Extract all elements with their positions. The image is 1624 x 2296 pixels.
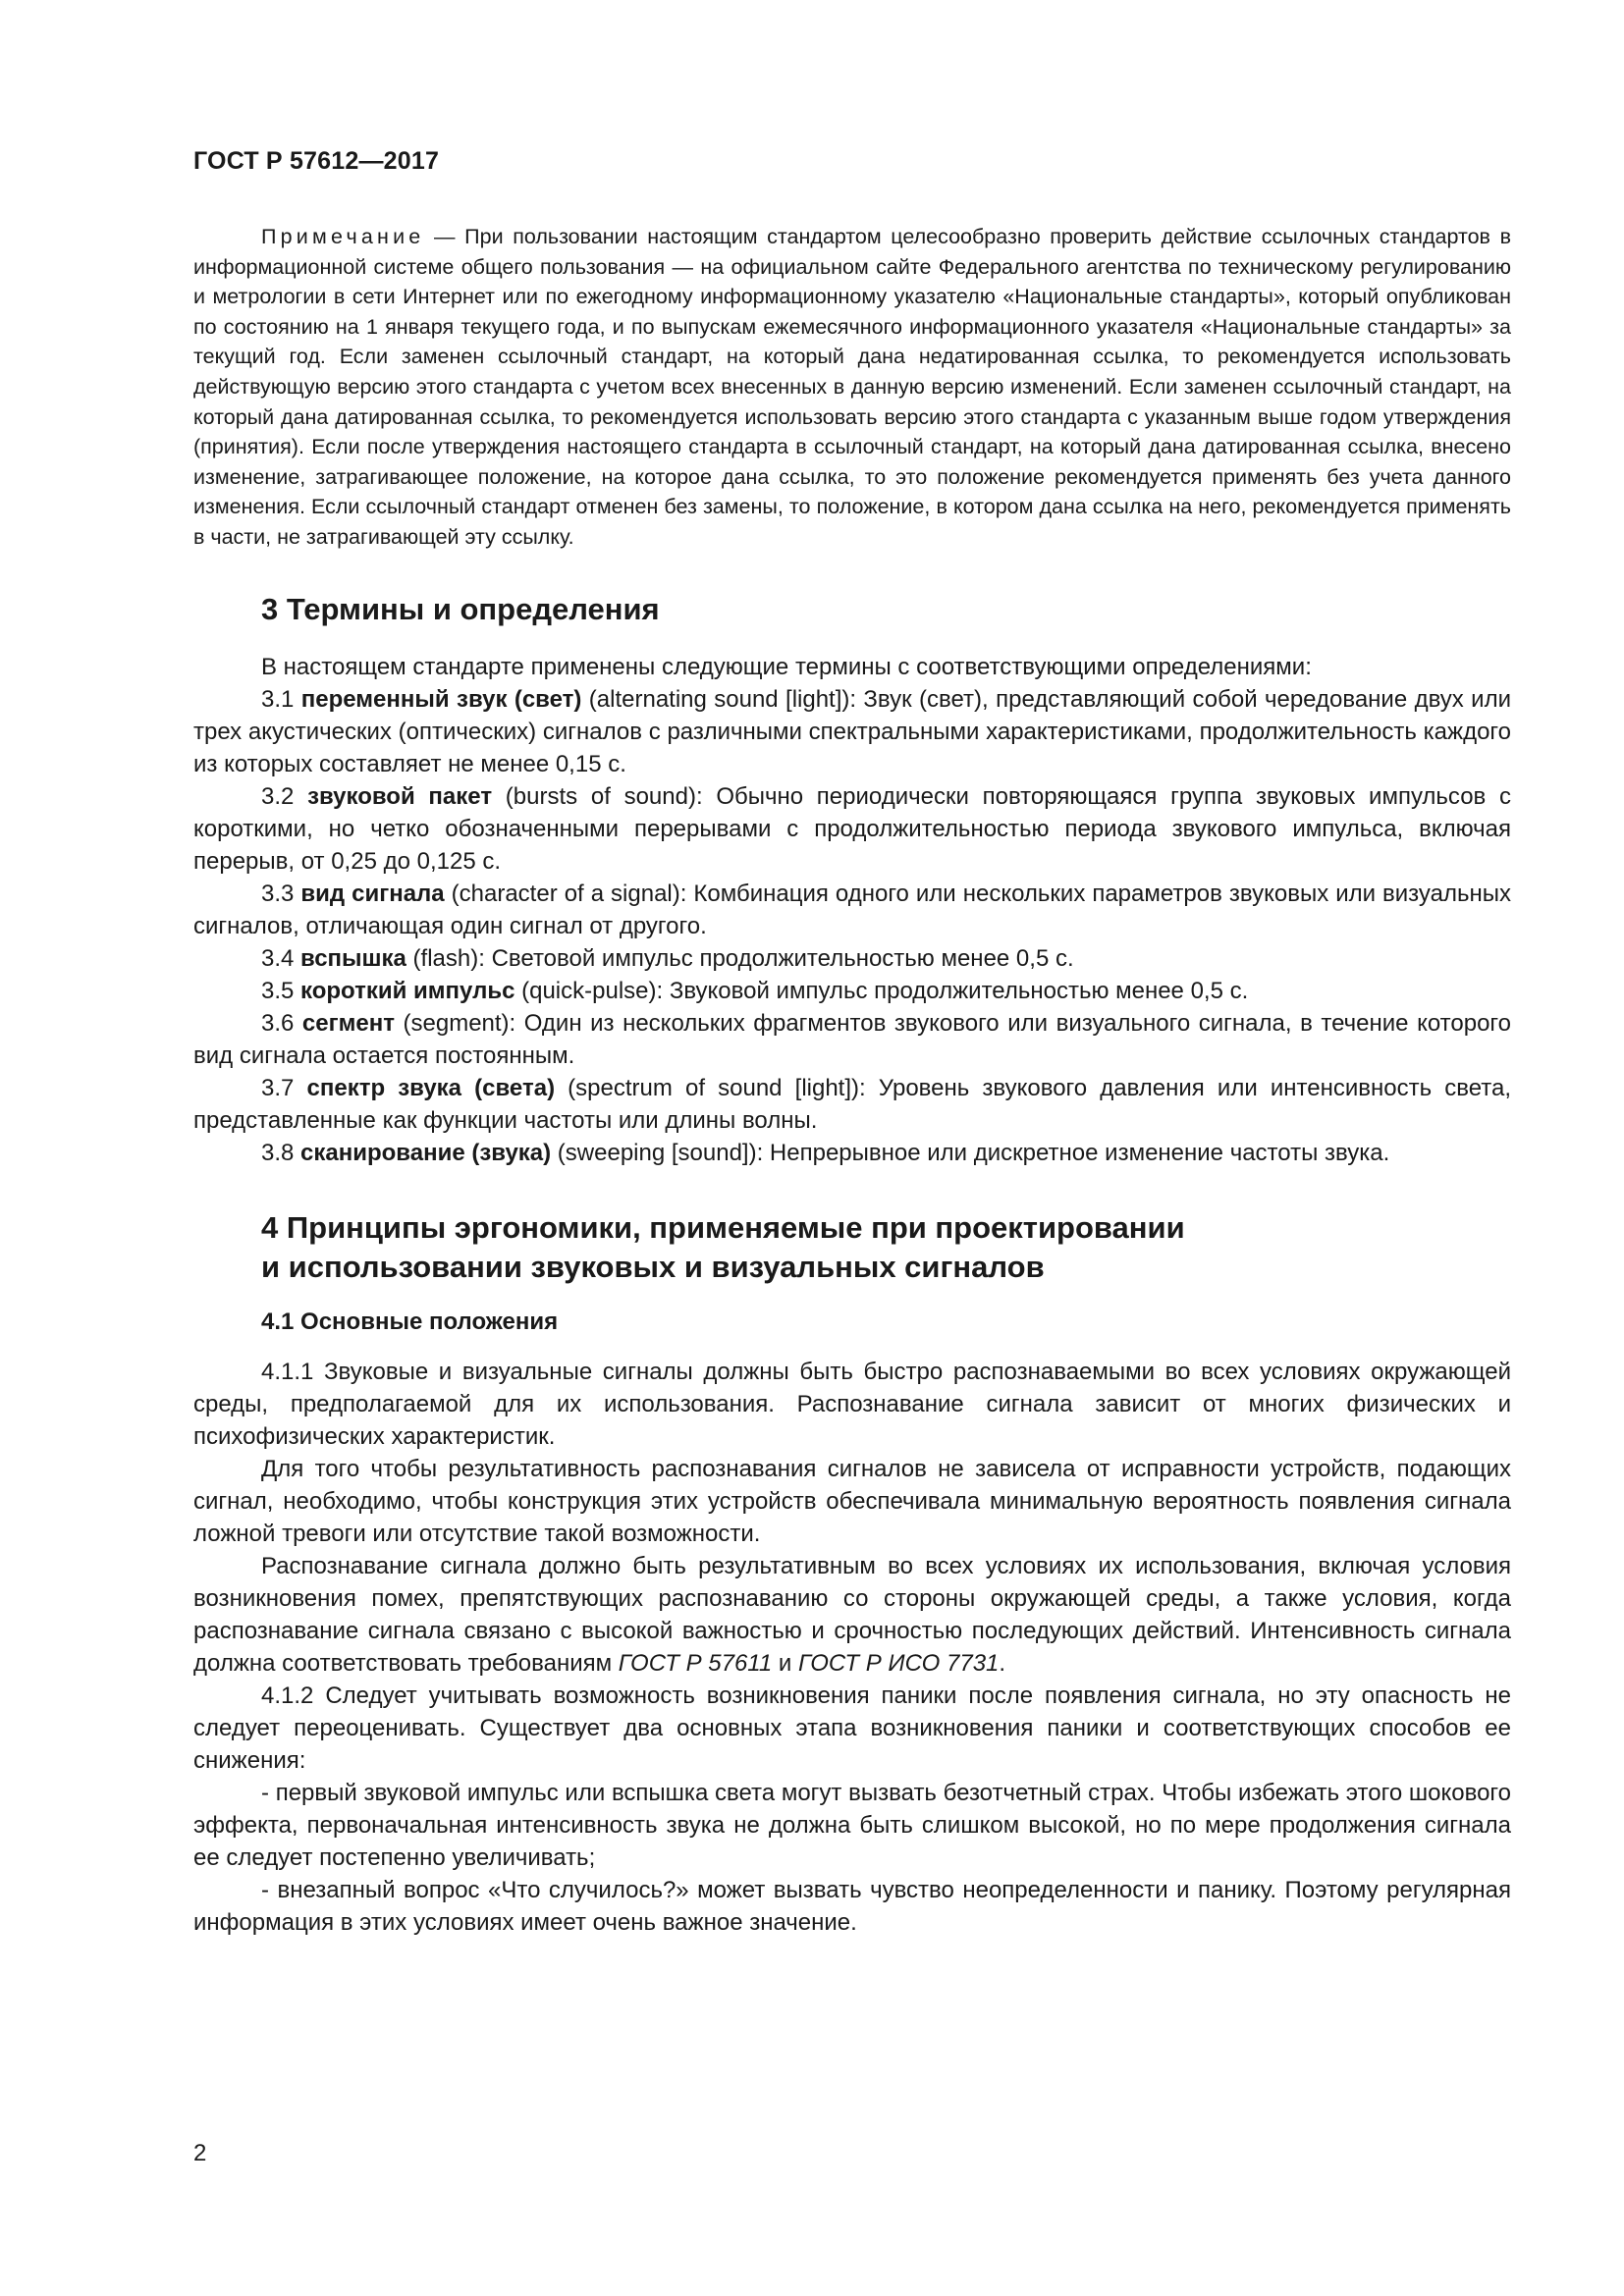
paragraph-recognition xyxy=(193,1550,1511,1680)
term-name: сегмент xyxy=(301,1009,395,1037)
term-number: 3.1 xyxy=(261,685,301,713)
section-4-heading xyxy=(193,1208,1511,1287)
term-number: 3.4 xyxy=(261,944,301,972)
term-name: переменный звук (свет) xyxy=(300,685,582,713)
standard-reference: ГОСТ Р ИСО 7731 xyxy=(797,1649,1000,1677)
term-definition: (character of a signal): Комбинация одного или нескольких параметров звуковых или визуальных сигналов, отличающая один сигнал от другого. xyxy=(193,880,1511,939)
term-number: 3.6 xyxy=(261,1009,302,1037)
term-3-2 xyxy=(193,780,1511,878)
section-3-heading: 3 Термины и определения xyxy=(261,591,660,626)
list-item-panic-stage-1: - первый звуковой импульс или вспышка света могут вызвать безотчетный страх. Чтобы избежать этого шокового эффекта, первоначальная интенсивность звука не должна быть слишком высокой, но по мере продолжения сигнала ее следует постепенно увеличивать; xyxy=(193,1779,1511,1871)
sentence-end: . xyxy=(999,1649,1006,1677)
term-definition: (sweeping [sound]): Непрерывное или дискретное изменение частоты звука. xyxy=(551,1139,1390,1166)
term-3-3 xyxy=(193,878,1511,942)
term-3-8 xyxy=(193,1137,1511,1169)
note-text: — При пользовании настоящим стандартом целесообразно проверить действие ссылочных стандартов в информационной системе общего пользования — на официальном сайте Федерального агентства по техническому регулированию и метрологии в сети Интернет или по ежегодному информационному указателю «Национальные стандарты», который опубликован по состоянию на 1 января текущего года, и по выпускам ежемесячного информационного указателя «Национальные стандарты» за текущий год. Если заменен ссылочный стандарт, на который дана недатированная ссылка, то рекомендуется использовать действующую версию этого стандарта с учетом всех внесенных в данную версию изменений. Если заменен ссылочный стандарт, на который дана датированная ссылка, то рекомендуется использовать версию этого стандарта с указанным выше годом утверждения (принятия). Если после утверждения настоящего стандарта в ссылочный стандарт, на который дана датированная ссылка, внесено изменение, затрагивающее положение, на которое дана ссылка, то это положение рекомендуется применять без учета данного изменения. Если ссылочный стандарт отменен без замены, то положение, в котором дана ссылка на него, рекомендуется применять в части, не затрагивающей эту ссылку. xyxy=(193,225,1511,549)
term-definition: (spectrum of sound [light]): Уровень звукового давления или интенсивность света, представленные как функции частоты или длины волны. xyxy=(193,1074,1512,1134)
page-number: 2 xyxy=(193,2140,207,2166)
standard-reference: ГОСТ Р 57611 xyxy=(618,1649,773,1677)
term-name: вспышка xyxy=(300,944,406,972)
term-3-6 xyxy=(193,1007,1511,1072)
paragraph-text: Распознавание сигнала должно быть результативным во всех условиях их использования, включая условия возникновения помех, препятствующих распознаванию со стороны окружающей среды, а также условия, когда распознавание сигнала связано с высокой важностью и срочностью последующих действий. Интенсивность сигнала должна соответствовать требованиям xyxy=(193,1552,1511,1677)
term-definition: (flash): Световой импульс продолжительностью менее 0,5 с. xyxy=(406,944,1074,972)
term-definition: (alternating sound [light]): Звук (свет), представляющий собой чередование двух или трех акустических (оптических) сигналов с различными спектральными характеристиками, продолжительность каждого из которых составляет не менее 0,15 с. xyxy=(193,685,1512,777)
note-label: Примечание xyxy=(261,225,425,248)
term-name: спектр звука (света) xyxy=(306,1074,556,1101)
term-definition: (quick-pulse): Звуковой импульс продолжительностью менее 0,5 с. xyxy=(514,977,1249,1004)
subsection-4-1-heading: 4.1 Основные положения xyxy=(261,1308,559,1335)
term-3-7 xyxy=(193,1072,1511,1137)
reference-note xyxy=(193,222,1511,553)
section-4-heading-line-1: 4 Принципы эргономики, применяемые при проектировании xyxy=(261,1209,1185,1245)
paragraph-4-1-1: 4.1.1 Звуковые и визуальные сигналы должны быть быстро распознаваемыми во всех условиях окружающей среды, предполагаемой для их использования. Распознавание сигнала зависит от многих физических и психофизических характеристик. xyxy=(193,1358,1511,1450)
term-definition: (segment): Один из нескольких фрагментов звукового или визуального сигнала, в течение которого вид сигнала остается постоянным. xyxy=(193,1009,1512,1069)
term-number: 3.2 xyxy=(261,782,308,810)
term-number: 3.7 xyxy=(261,1074,307,1101)
term-name: звуковой пакет xyxy=(307,782,493,810)
section-4-heading-line-2: и использовании звуковых и визуальных сигналов xyxy=(261,1249,1045,1284)
term-name: короткий импульс xyxy=(300,977,515,1004)
term-name: вид сигнала xyxy=(300,880,445,907)
term-name: сканирование (звука) xyxy=(300,1139,552,1166)
term-number: 3.3 xyxy=(261,880,301,907)
conjunction: и xyxy=(772,1649,798,1677)
running-header-doc-id: ГОСТ Р 57612—2017 xyxy=(193,147,440,175)
term-3-4 xyxy=(193,942,1511,975)
page-content xyxy=(193,222,1511,1939)
term-number: 3.5 xyxy=(261,977,301,1004)
paragraph-4-1-2: 4.1.2 Следует учитывать возможность возникновения паники после появления сигнала, но эту опасность не следует переоценивать. Существует два основных этапа возникновения паники и соответствующих способов ее снижения: xyxy=(193,1682,1511,1774)
paragraph-false-alarm: Для того чтобы результативность распознавания сигналов не зависела от исправности устройств, подающих сигнал, необходимо, чтобы конструкция этих устройств обеспечивала минимальную вероятность появления сигнала ложной тревоги или отсутствие такой возможности. xyxy=(193,1455,1511,1547)
list-item-panic-stage-2: - внезапный вопрос «Что случилось?» может вызвать чувство неопределенности и панику. Поэтому регулярная информация в этих условиях имеет очень важное значение. xyxy=(193,1876,1511,1936)
term-number: 3.8 xyxy=(261,1139,301,1166)
section-3-intro: В настоящем стандарте применены следующие термины с соответствующими определениями: xyxy=(261,653,1312,680)
term-definition: (bursts of sound): Обычно периодически повторяющаяся группа звуковых импульсов с короткими, но четко обозначенными перерывами с продолжительностью периода звукового импульса, включая перерыв, от 0,25 до 0,125 с. xyxy=(193,782,1512,875)
term-3-1 xyxy=(193,683,1511,780)
term-3-5 xyxy=(193,975,1511,1007)
